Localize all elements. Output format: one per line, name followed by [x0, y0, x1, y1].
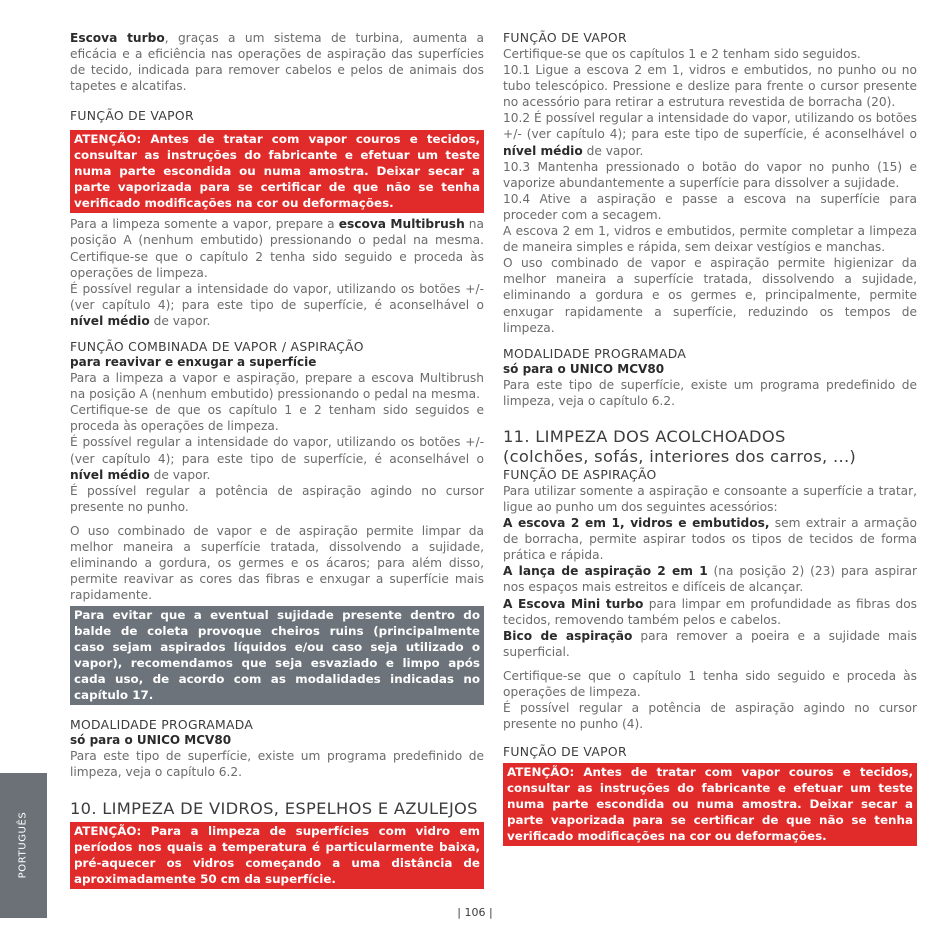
paragraph-combined-1: Para a limpeza a vapor e aspiração, prepare a escova Multibrush na posição A (nenhum embutido) pressionando o pedal na mesma. — [70, 371, 484, 402]
paragraph-r6: A escova 2 em 1, vidros e embutidos, permite completar a limpeza de maneira simples e rápida, sem deixar vestígios e manchas. — [503, 224, 917, 255]
language-label: PORTUGUÊS — [17, 811, 29, 879]
note-collection-bucket: Para evitar que a eventual sujidade presente dentro do balde de coleta provoque cheiros ruins (principalmente caso sejam aspirados líquidos e/ou caso seja utilizado o vapor), recomendamos que seja esvaziado e limpo após cada uso, de acordo com as modalidades indicadas no capítulo 17. — [70, 606, 484, 705]
heading-steam-function-right-2: FUNÇÃO DE VAPOR — [503, 744, 627, 760]
left-column — [70, 30, 484, 889]
subheading-programmed-mode: só para o UNICO MCV80 — [70, 733, 232, 748]
heading-programmed-mode-right: MODALIDADE PROGRAMADA — [503, 345, 687, 361]
paragraph-r2: 10.1 Ligue a escova 2 em 1, vidros e embutidos, no punho ou no tubo telescópico. Pressione e deslize para frente o cursor presente no acessório para retirar a estrutura revestida de borracha (20). — [503, 63, 917, 110]
paragraph-accessory-3: A Escova Mini turbo para limpar em profundidade as fibras dos tecidos, removendo também pelos e cabelos. — [503, 596, 917, 627]
heading-combined-function: FUNÇÃO COMBINADA DE VAPOR / ASPIRAÇÃO — [70, 339, 364, 355]
paragraph-r3: 10.2 É possível regular a intensidade do vapor, utilizando os botões +/- (ver capítulo 4); para este tipo de superfície, é aconselhável o nível médio de vapor. — [503, 111, 917, 158]
paragraph-r5: 10.4 Ative a aspiração e passe a escova na superfície para proceder com a secagem. — [503, 191, 917, 222]
paragraph-programmed-mode-right: Para este tipo de superfície, existe um programa predefinido de limpeza, veja o capítulo 6.2. — [503, 377, 917, 408]
subheading-programmed-mode-right: só para o UNICO MCV80 — [503, 361, 665, 376]
paragraph-suction-intro: Para utilizar somente a aspiração e consoante a superfície a tratar, ligue ao punho um dos seguintes acessórios: — [503, 483, 917, 514]
heading-suction-function: FUNÇÃO DE ASPIRAÇÃO — [503, 466, 657, 482]
heading-programmed-mode: MODALIDADE PROGRAMADA — [70, 717, 254, 733]
paragraph-suction-6: É possível regular a potência de aspiração agindo no cursor presente no punho (4). — [503, 701, 917, 732]
paragraph-combined-3: É possível regular a intensidade do vapor, utilizando os botões +/- (ver capítulo 4); para este tipo de superfície, é aconselhável o nível médio de vapor. — [70, 435, 484, 482]
paragraph-steam-2: É possível regular a intensidade do vapor, utilizando os botões +/- (ver capítulo 4); para este tipo de superfície, é aconselhável o nível médio de vapor. — [70, 281, 484, 328]
subheading-combined: para reavivar e enxugar a superfície — [70, 355, 317, 370]
heading-steam-function: FUNÇÃO DE VAPOR — [70, 108, 194, 124]
heading-steam-function-right: FUNÇÃO DE VAPOR — [503, 30, 627, 45]
warning-steam-right: ATENÇÃO: Antes de tratar com vapor couros e tecidos, consultar as instruções do fabricante e efetuar um teste numa parte escondida ou numa amostra. Deixar secar a parte vaporizada para se certificar de que não se tenha verificado modificações na cor ou deformações. — [503, 763, 917, 846]
page-number: | 106 | — [457, 906, 493, 919]
paragraph-r7: O uso combinado de vapor e aspiração permite higienizar da melhor maneira a superfície tratada, dissolvendo a sujidade, eliminando a gordura e os germes e, principalmente, permite enxugar rapidamente a superfície, reduzindo os tempos de limpeza. — [503, 256, 917, 335]
heading-section-11: 11. LIMPEZA DOS ACOLCHOADOS — [503, 426, 786, 446]
paragraph-suction-5: Certifique-se que o capítulo 1 tenha sido seguido e proceda às operações de limpeza. — [503, 668, 917, 699]
paragraph-steam-1: Para a limpeza somente a vapor, prepare a escova Multibrush na posição A (nenhum embutido) pressionando o pedal na mesma. Certifique-se que o capítulo 2 tenha sido seguido e proceda às operações de limpeza. — [70, 217, 484, 280]
paragraph-turbo: Escova turbo, graças a um sistema de turbina, aumenta a eficácia e a eficiência nas operações de aspiração das superfícies de tecido, indicada para remover cabelos e pelos de animais dos tapetes e alcatifas. — [70, 31, 484, 94]
heading-section-10: 10. LIMPEZA DE VIDROS, ESPELHOS E AZULEJOS — [70, 798, 478, 818]
heading-section-11-sub: (colchões, sofás, interiores dos carros, ...) — [503, 446, 857, 466]
paragraph-combined-4: É possível regular a potência de aspiração agindo no cursor presente no punho. — [70, 483, 484, 514]
paragraph-combined-2: Certifique-se de que os capítulo 1 e 2 tenham sido seguidos e proceda às operações de limpeza. — [70, 403, 484, 434]
paragraph-r4: 10.3 Mantenha pressionado o botão do vapor no punho (15) e vaporize abundantemente a superfície para dissolver a sujidade. — [503, 159, 917, 190]
paragraph-accessory-1: A escova 2 em 1, vidros e embutidos, sem extrair a armação de borracha, permite aspirar todos os tipos de tecidos de forma prática e rápida. — [503, 516, 917, 563]
paragraph-combined-5: O uso combinado de vapor e de aspiração permite limpar da melhor maneira a superfície tratada, dissolvendo a sujidade, eliminando a gordura, os germes e os ácaros; para além disso, permite reavivar as cores das fibras e enxugar a superfície mais rapidamente. — [70, 523, 484, 603]
paragraph-accessory-2: A lança de aspiração 2 em 1 (na posição 2) (23) para aspirar nos espaços mais estreitos e difíceis de alcançar. — [503, 564, 917, 595]
term-turbo: Escova turbo — [70, 31, 165, 45]
right-column — [503, 30, 917, 846]
paragraph-programmed-mode: Para este tipo de superfície, existe um programa predefinido de limpeza, veja o capítulo 6.2. — [70, 749, 484, 780]
warning-glass: ATENÇÃO: Para a limpeza de superfícies com vidro em períodos nos quais a temperatura é particularmente baixa, pré-aquecer os vidros começando a uma distância de aproximadamente 50 cm da superfície. — [70, 822, 484, 889]
paragraph-accessory-4: Bico de aspiração para remover a poeira e a sujidade mais superficial. — [503, 628, 917, 659]
warning-steam: ATENÇÃO: Antes de tratar com vapor couros e tecidos, consultar as instruções do fabricante e efetuar um teste numa parte escondida ou numa amostra. Deixar secar a parte vaporizada para se certificar de que não se tenha verificado modificações na cor ou deformações. — [70, 130, 484, 213]
paragraph-r1: Certifique-se que os capítulos 1 e 2 tenham sido seguidos. — [503, 47, 861, 61]
